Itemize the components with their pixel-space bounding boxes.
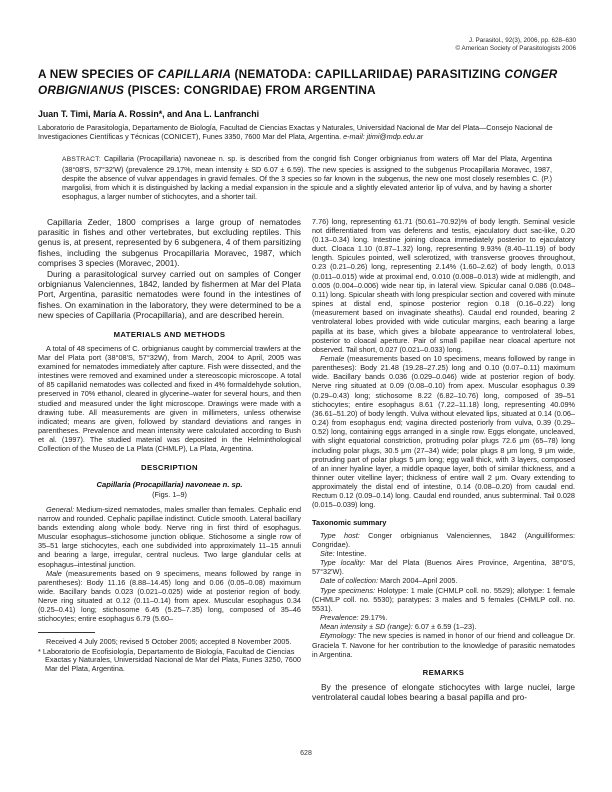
taxonomy-entry-mean-intensity (312, 622, 575, 631)
taxonomy-entry-date (312, 576, 575, 585)
male-text: (measurements based on 9 specimens, means followed by range in parentheses): Body 11.16 (8.88–14.45) long and 0.06 (0.05–0.08) maximum wide. Bacillary bands 0.023 (0.021–0.025) wide at posterior region of body. Nerve ring situated at 0.12 (0.11–0.14) from apex. Muscular esophagus 0.34 (0.25–0.41) long; stichosome 6.45 (5.25–7.35) long, composed of 35–46 stichocytes; entire esophagus 6.79 (5.60– (38, 568, 301, 624)
description-male-continuation: 7.76) long, representing 61.71 (50.61–70.92)% of body length. Seminal vesicle not differentiated from vas deferens and testis, ejaculatory duct sac-like, 0.20 (0.13–0.34) long. Intestine joining cloaca immediately posterior to ejaculatory duct. Cloaca 1.10 (0.87–1.32) long, representing 9.93% (8.40–11.19) of body length. Spicules pointed, well sclerotized, with transverse grooves throughout, 0.23 (0.21–0.26) long, representing 2.14% (1.60–2.62) of body length, 0.013 (0.011–0.015) wide at proximal end, 0.010 (0.008–0.013) wide at midlength, and 0.005 (0.004–0.006) wide near tip, in lateral view. Spicular canal 0.086 (0.048–0.11) long. Spicular sheath with long prespicular section and covered with minute spines at distal end, spinose posterior region 0.18 (0.16–0.22) long (measurement based on invaginate sheaths). Caudal end rounded, bearing 2 ventrolateral lobes provided with wide cuticular margins, each bearing a large papilla at its base, which gives a bilobate appearance to ventrolateral lobes, posterior to cloacal aperture. Pair of small papillae near cloacal aperture not observed. Tail short, 0.027 (0.021–0.033) long. (312, 216, 575, 354)
journal-citation-line: J. Parasitol., 92(3), 2006, pp. 628–630 (468, 37, 576, 44)
taxonomy-label: Type specimens: (320, 585, 376, 595)
column-left (38, 217, 301, 703)
taxonomy-entry-type-specimens (312, 586, 575, 613)
taxonomy-entry-prevalence (312, 613, 575, 622)
abstract-label: ABSTRACT: (62, 156, 101, 164)
column-right (312, 217, 575, 703)
female-text: (measurements based on 10 specimens, means followed by range in parentheses): Body 21.48 (19.28–27.25) long and 0.10 (0.07–0.11) maximum wide. Bacillary bands 0.036 (0.029–0.046) wide at posterior region of body. Nerve ring situated at 0.09 (0.08–0.10) from apex. Muscular esophagus 0.39 (0.29–0.43) long; stichosome 8.22 (6.82–10.76) long, composed of 39–51 stichocytes; entire esophagus 8.61 (7.22–11.18) long, representing 40.09% (36.61–51.20) of body length. Vulva without elevated lips, situated at 0.14 (0.06–0.24) from esophagus end; vagina directed posteriorly from vulva, 0.39 (0.29–0.52) long, containing eggs arranged in a single row. Eggs elongate, uncleaved, with slight equatorial constriction, protruding polar plugs 72.6 μm (65–78) long including polar plugs, 30.5 μm (27–34) wide; polar plugs 8 μm long, 9 μm wide, protruding part of polar plugs 5 μm long; egg wall thick, with 3 layers, composed of an inner hyaline layer, a middle opaque layer, both of similar thickness, and a thinner outer vitelline layer; thickness of entire wall 2 μm. Ovary extending to approximately the distal end of intestine, 0.14 (0.08–0.20) from caudal end. Rectum 0.12 (0.09–0.14) long. Caudal end rounded, anus subterminal. Tail 0.028 (0.015–0.039) long. (312, 353, 575, 510)
footnote-received: Received 4 July 2005; revised 5 October 2005; accepted 8 November 2005. (46, 636, 292, 646)
general-lead: General: (46, 504, 74, 514)
footnote-rule (38, 632, 95, 633)
taxonomy-label: Etymology: (320, 631, 357, 641)
taxonomy-label: Date of collection: (320, 576, 379, 586)
general-text: Medium-sized nematodes, males smaller than females. Cephalic end narrow and rounded. Cephalic papillae indistinct. Cuticle smooth. Lateral bacillary bands extending along whole body. Nerve ring in first third of esophagus. Muscular esophagus–stichosome junction oblique. Stichosome a single row of 35–51 large stichocytes, each one subdivided into approximately 11–15 annuli and bearing a large, irregular, central nucleus. Two large glandular cells at esophagus–intestinal junction. (38, 504, 301, 569)
taxonomy-text: Conger orbignianus Valenciennes, 1842 (Anguilliformes: Congridae). (312, 530, 575, 549)
taxonomy-text: Mar del Plata (Buenos Aires Province, Argentina, 38°0'S, 57°32'W). (312, 558, 575, 577)
subsection-heading-taxonomic-summary: Taxonomic summary (312, 517, 387, 527)
abstract-text: Capillaria (Procapillaria) navoneae n. sp. is described from the congrid fish Conger orbignianus from waters off Mar del Plata, Argentina (38°08'S, 57°32'W) (prevalence 29.17%, mean intensity ± SD 6.07 ± 6.59). The new species is assigned to the subgenus Procapillaria Moravec, 1987, despite the absence of vulvar appendages in gravid females. Of the 3 species so far known in the subgenus, the new one most closely resembles C. (P.) margolisi, from which it is distinguished by lacking a medial expansion in the spicule and a slightly elevated anterior lip of vulva, and by having a shorter esophagus, a larger number of stichocytes, and a shorter tail. (62, 154, 552, 202)
taxonomy-entry-type-locality (312, 558, 575, 576)
taxonomy-text: Intestine. (334, 548, 367, 558)
footnote-second-affiliation: * Laboratorio de Ecofisiología, Departamento de Biología, Facultad de Ciencias Exactas y Naturales, Universidad Nacional de Mar del Plata, Funes 3250, 7600 Mar del Plata, Argentina. (38, 646, 301, 674)
intro-paragraph-2: During a parasitological survey carried out on samples of Conger orbignianus Valenciennes, 1842, landed by fishermen at Mar del Plata Port, Argentina, parasitic nematodes were found in the intestines of fishes. On examination in the laboratory, they were determined to be a new species of Capillaria (Procapillaria), and are described herein. (38, 268, 301, 321)
taxonomy-entry-type-host (312, 531, 575, 549)
taxonomy-text: Holotype: 1 male (CHMLP coll. no. 5529); allotype: 1 female (CHMLP coll. no. 5530); paratypes: 3 males and 5 females (CHMLP coll. no. 5531). (312, 585, 575, 613)
authors-line: Juan T. Timi, María A. Rossin*, and Ana L. Lanfranchi (38, 109, 260, 120)
affiliation-text: Laboratorio de Parasitología, Departamento de Biología, Facultad de Ciencias Exactas y Naturales, Universidad Nacional de Mar del Plata—Consejo Nacional de Investigaciones Científicas y Técnicas (CONICET), Funes 3350, 7600 Mar del Plata, Argentina. (38, 123, 553, 141)
journal-masthead (38, 0, 576, 53)
affiliation-email: e-mail: jtimi@mdp.edu.ar (343, 131, 424, 141)
section-heading-remarks: REMARKS (422, 667, 465, 677)
taxonomy-text: 6.07 ± 6.59 (1–23). (412, 622, 477, 632)
copyright-line: © American Society of Parasitologists 2006 (455, 45, 576, 52)
paper-title (38, 67, 576, 98)
intro-paragraph-1: Capillaria Zeder, 1800 comprises a large group of nematodes parasitic in fishes and other vertebrates, but excluding reptiles. This genus is, at present, represented by 6 subgenera, 4 of them parsitizing fishes, including the subgenus Procapillaria Moravec, 1987, which comprises 3 species (Moravec, 2001). (38, 216, 301, 269)
description-female-paragraph (312, 354, 575, 510)
male-lead: Male (46, 568, 62, 578)
section-heading-materials: MATERIALS AND METHODS (113, 329, 226, 339)
page-number: 628 (300, 750, 312, 757)
taxonomy-label: Site: (320, 548, 335, 558)
title-species-italic: CONGER ORBIGNIANUS (38, 67, 558, 97)
affiliation-line (38, 124, 576, 141)
taxonomy-label: Type locality: (320, 558, 366, 568)
taxonomy-text: March 2004–April 2005. (378, 576, 458, 586)
taxonomy-entry-site (312, 549, 575, 558)
title-segment: (PISCES: CONGRIDAE) FROM ARGENTINA (124, 82, 376, 97)
taxonomy-entry-etymology (312, 631, 575, 658)
taxonomy-text: 29.17%. (358, 613, 388, 623)
species-heading: Capillaria (Procapillaria) navoneae n. sp. (96, 479, 243, 489)
two-column-body (38, 217, 576, 703)
remarks-paragraph: By the presence of elongate stichocytes with large nuclei, large ventrolateral caudal lobes bearing a basal papilla and pro- (312, 681, 575, 703)
section-heading-description: DESCRIPTION (141, 462, 198, 472)
title-segment: A NEW SPECIES OF (38, 67, 158, 81)
female-lead: Female (320, 353, 345, 363)
description-general-paragraph (38, 505, 301, 569)
description-male-paragraph (38, 569, 301, 624)
taxonomy-label: Prevalence: (320, 613, 359, 623)
figures-reference-line: (Figs. 1–9) (152, 489, 187, 499)
title-genus-italic: CAPILLARIA (157, 67, 232, 81)
taxonomy-label: Mean intensity ± SD (range): (320, 622, 413, 632)
page-content (38, 0, 576, 703)
taxonomy-label: Type host: (320, 530, 360, 540)
abstract-block (62, 154, 552, 201)
title-segment: (NEMATODA: CAPILLARIIDAE) PARASITIZING (231, 67, 505, 81)
taxonomy-text: The new species is named in honor of our friend and colleague Dr. Graciela T. Navone for her contribution to the knowledge of parasitic nematodes in Argentina. (312, 631, 575, 659)
materials-paragraph: A total of 48 specimens of C. orbignianus caught by commercial trawlers at the Mar del Plata port (38°08'S, 57°32W), from March, 2004 to April, 2005 was examined for nematodes immediately after capture. Fish were dissected, and the intestines were removed and examined under a stereoscopic microscope. A total of 85 capillariid nematodes was collected and fixed in 4% formaldehyde solution, preserved in 70% ethanol, cleared in glycerine–water for several hours, and then studied and measured under the light microscope. Drawings were made with a drawing tube. All measurements are given in millimeters, unless otherwise indicated; means are given, followed by standard deviations and ranges in parentheses. Prevalence and mean intensity were calculated according to Bush et al. (1997). The studied material was deposited in the Helminthological Collection of the Museo de La Plata (CHMLP), La Plata, Argentina. (38, 343, 301, 454)
